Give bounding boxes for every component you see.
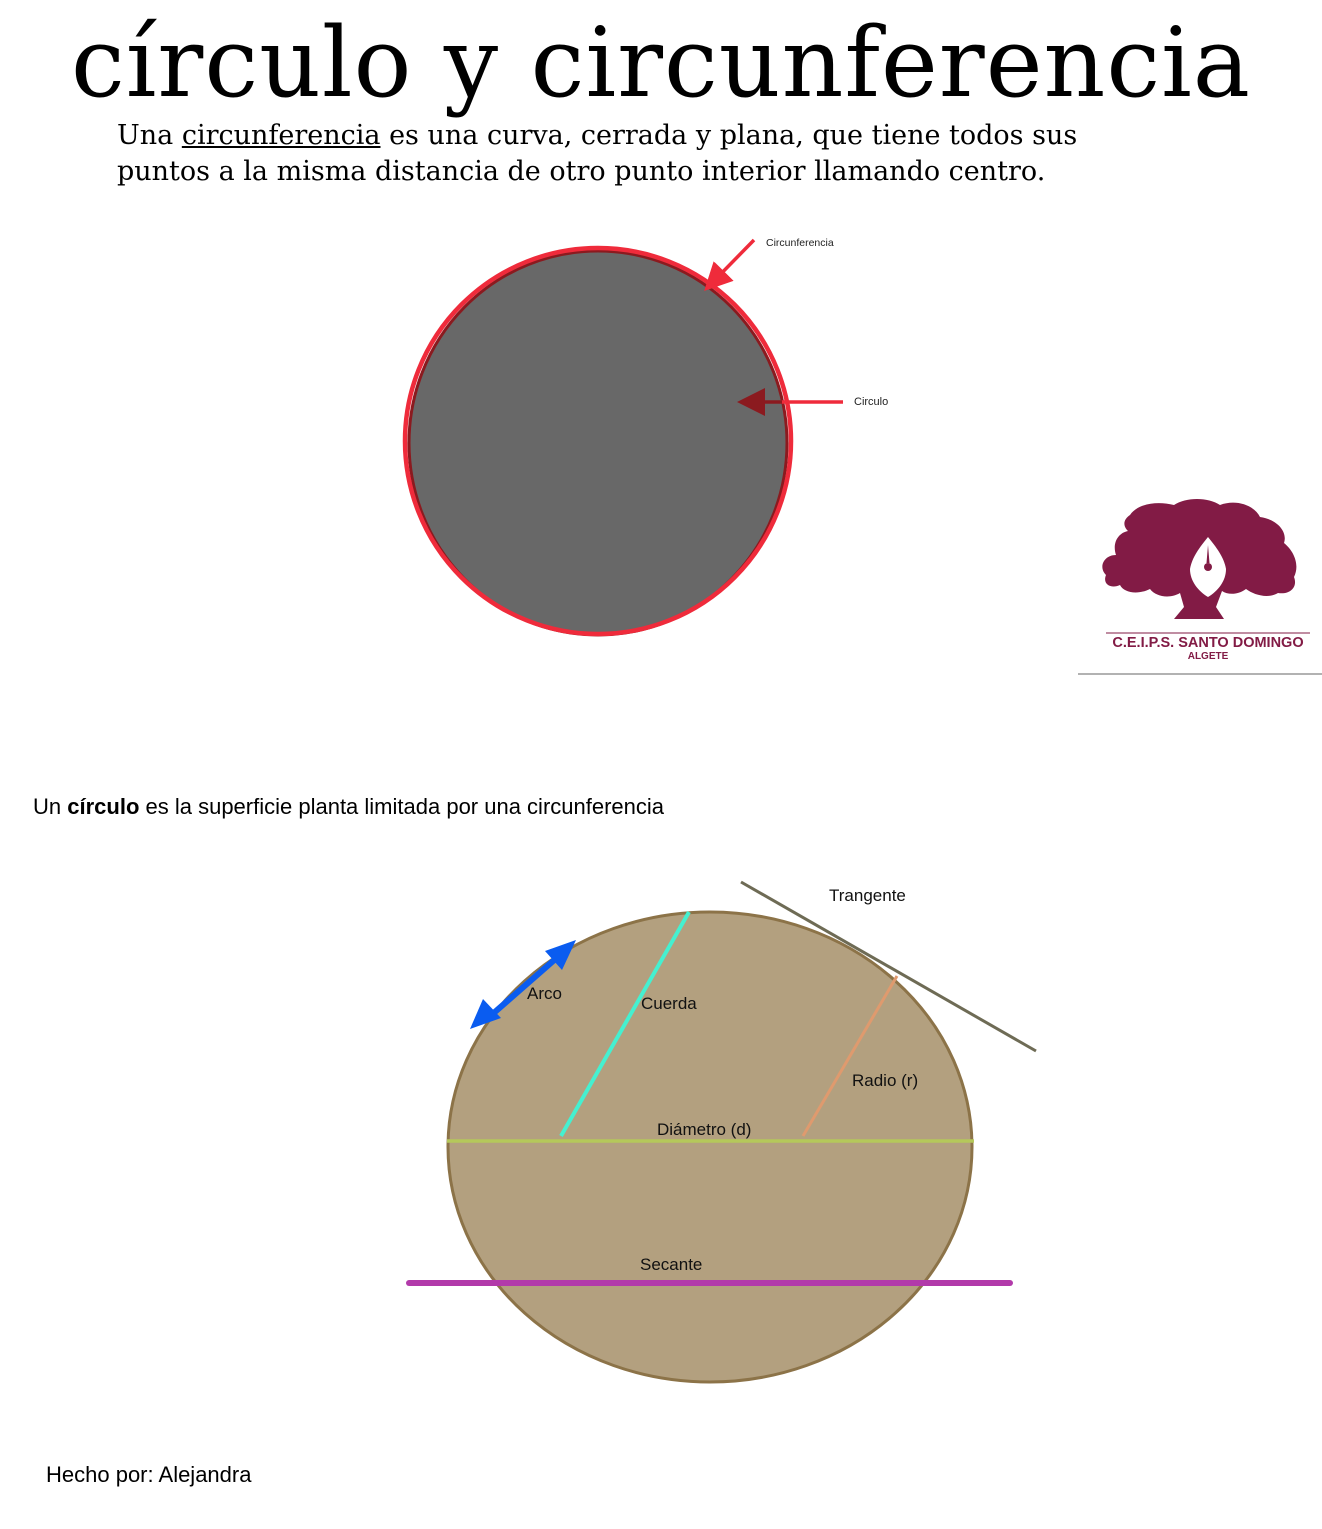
intro-term-circunferencia: circunferencia: [181, 120, 381, 151]
intro-text-end: es una curva, cerrada y plana, que tiene todos sus puntos a la misma distancia de otro punto interior llamando centro.: [117, 120, 1078, 187]
logo-town: ALGETE: [1187, 651, 1229, 662]
label-tangente: Trangente: [829, 886, 906, 905]
label-diametro: Diámetro (d): [657, 1120, 752, 1139]
circulo-text-end: es la superficie planta limitada por una circunferencia: [139, 794, 665, 819]
tree-pen-icon: [1078, 495, 1322, 675]
label-radio: Radio (r): [852, 1071, 919, 1090]
page-title: círculo y circunferencia: [70, 7, 1252, 119]
label-circunferencia: Circunferencia: [766, 237, 834, 249]
circulo-term: círculo: [67, 794, 140, 819]
circle-elements-diagram: [409, 882, 1036, 1382]
circle-diagram: [405, 237, 888, 635]
label-arco: Arco: [527, 984, 562, 1003]
logo-name: C.E.I.P.S. SANTO DOMINGO: [1112, 635, 1304, 651]
circulo-definition: [33, 794, 664, 820]
label-cuerda: Cuerda: [641, 994, 697, 1013]
circulo-fill: [409, 251, 787, 635]
school-logo: [1078, 495, 1322, 675]
author-credit: Hecho por: Alejandra: [46, 1462, 252, 1487]
label-secante: Secante: [640, 1255, 703, 1274]
circunferencia-arrow: [709, 240, 754, 286]
circulo-text-start: Un: [33, 794, 68, 819]
intro-text-start: Una: [117, 120, 182, 151]
label-circulo: Circulo: [854, 396, 889, 408]
